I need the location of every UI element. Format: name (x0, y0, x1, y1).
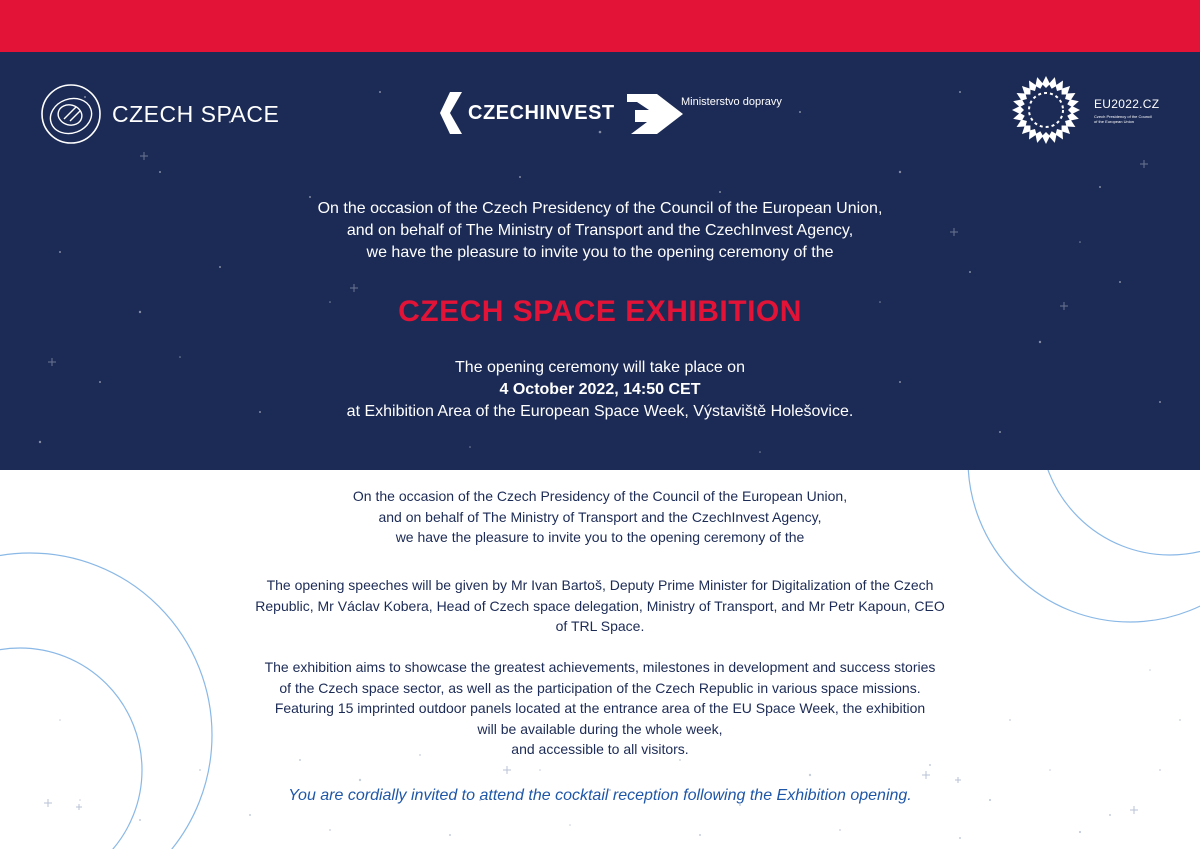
ministry-logo (627, 94, 782, 139)
eu-presidency-logo (1010, 74, 1159, 146)
body-intro-line: On the occasion of the Czech Presidency of the Council of the European Union, (352, 488, 848, 504)
body-intro (0, 486, 1200, 548)
reception-invitation: You are cordially invited to attend the cocktail reception following the Exhibition opening. (288, 787, 912, 804)
exhibition-line: of the Czech space sector, as well as the participation of the Czech Republic in various space missions. (279, 679, 921, 696)
hero-intro-line: On the occasion of the Czech Presidency of the Council of the European Union, (317, 200, 883, 217)
top-red-bar (0, 0, 1200, 52)
czech-space-label: CZECH SPACE (112, 100, 280, 127)
czechinvest-logo (440, 92, 615, 134)
body-intro-line: and on behalf of The Ministry of Transport and the CzechInvest Agency, (378, 508, 822, 525)
ceremony-line: The opening ceremony will take place on (455, 359, 745, 376)
eu-domain-label: EU2022.CZ (1094, 96, 1160, 111)
exhibition-line: will be available during the whole week, (477, 720, 723, 737)
hero-intro-line: and on behalf of The Ministry of Transport and the CzechInvest Agency, (346, 222, 854, 239)
ministry-label: Ministerstvo dopravy (681, 96, 782, 108)
eu-presidency-small-label: Czech Presidency of the Council of the European Union (1094, 113, 1152, 124)
speeches-line: of TRL Space. (555, 618, 645, 634)
czech-space-logo (40, 83, 279, 145)
exhibition-line: and accessible to all visitors. (511, 741, 689, 757)
speeches-line: Republic, Mr Václav Kobera, Head of Czech space delegation, Ministry of Transport, and Mr Petr Kapoun, CEO (255, 597, 945, 614)
eu-star-ring-icon (1010, 74, 1082, 146)
exhibition-paragraph (228, 657, 972, 760)
orbit-icon (40, 83, 102, 145)
hero-intro (0, 198, 1200, 264)
speeches-paragraph (228, 575, 972, 637)
ministry-mark-icon (627, 94, 683, 134)
exhibition-title: CZECH SPACE EXHIBITION (398, 295, 802, 328)
ceremony-details (0, 357, 1200, 423)
czechinvest-label: CZECHINVEST (468, 101, 615, 124)
hero-intro-line: we have the pleasure to invite you to the opening ceremony of the (366, 244, 834, 261)
exhibition-line: Featuring 15 imprinted outdoor panels located at the entrance area of the EU Space Week, the exhibition (274, 700, 926, 716)
czechinvest-mark-icon (440, 92, 466, 134)
body-intro-line: we have the pleasure to invite you to the opening ceremony of the (395, 529, 805, 545)
speeches-line: The opening speeches will be given by Mr Ivan Bartoš, Deputy Prime Minister for Digitalization of the Czech (266, 577, 934, 593)
exhibition-line: The exhibition aims to showcase the greatest achievements, milestones in development and success stories (264, 659, 936, 675)
ceremony-date: 4 October 2022, 14:50 CET (499, 381, 701, 398)
ceremony-venue: at Exhibition Area of the European Space Week, Výstaviště Holešovice. (346, 403, 854, 420)
